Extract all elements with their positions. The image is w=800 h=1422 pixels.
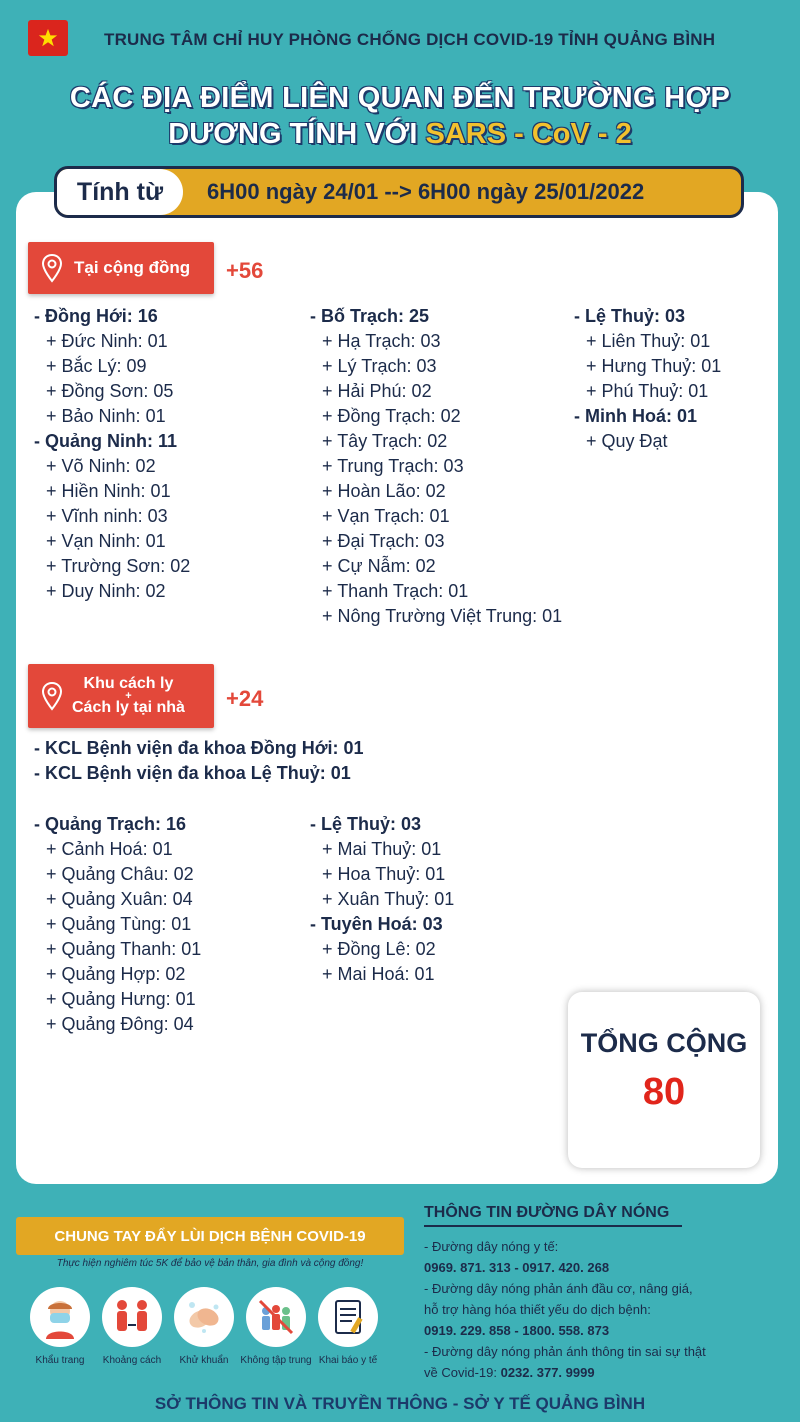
no-crowd-icon: [246, 1287, 306, 1347]
commune-item: + Quy Đạt: [586, 431, 668, 451]
date-range-value: 6H00 ngày 24/01 --> 6H00 ngày 25/01/2022: [207, 179, 645, 204]
hotline-phone-health[interactable]: 0969. 871. 313 - 0917. 420. 268: [424, 1260, 610, 1275]
commune-item: + Lý Trạch: 03: [322, 356, 437, 376]
quarantine-tag: [28, 664, 214, 728]
commune-item: + Quảng Thanh: 01: [46, 939, 202, 959]
icon-caption-declaration: Khai báo y tế: [318, 1355, 378, 1366]
community-count: +56: [226, 258, 264, 283]
commune-item: + Đại Trạch: 03: [322, 531, 445, 551]
date-range-bar: [54, 166, 744, 218]
commune-item: + Hoa Thuỷ: 01: [322, 864, 446, 884]
vietnam-flag-icon: [28, 20, 68, 56]
total-value: 80: [642, 1071, 686, 1113]
kcl-le-thuy: - KCL Bệnh viện đa khoa Lệ Thuỷ: 01: [34, 763, 351, 783]
commune-item: + Duy Ninh: 02: [46, 581, 166, 601]
location-pin-icon: [40, 681, 64, 711]
commune-item: + Xuân Thuỷ: 01: [322, 889, 455, 909]
community-label: Tại cộng đồng: [74, 258, 191, 277]
commune-item: + Vạn Trạch: 01: [322, 506, 450, 526]
quarantine-col-le-thuy: [310, 812, 454, 987]
community-col-le-thuy: [574, 304, 721, 454]
commune-item: + Hưng Thuỷ: 01: [586, 356, 722, 376]
community-col-bo-trach: [310, 304, 562, 629]
commune-item: + Hiền Ninh: 01: [46, 481, 171, 501]
district-heading: - Bố Trạch: 25: [310, 306, 430, 326]
commune-item: + Phú Thuỷ: 01: [586, 381, 709, 401]
commune-item: + Quảng Châu: 02: [46, 864, 194, 884]
commune-item: + Mai Hoá: 01: [322, 964, 435, 984]
commune-item: + Hải Phú: 02: [322, 381, 432, 401]
page-title-line1: CÁC ĐỊA ĐIỂM LIÊN QUAN ĐẾN TRƯỜNG HỢP: [69, 82, 731, 114]
hotline-divider: [424, 1225, 682, 1227]
commune-item: + Tây Trạch: 02: [322, 431, 448, 451]
commune-item: + Hạ Trạch: 03: [322, 331, 441, 351]
commune-item: + Trường Sơn: 02: [46, 556, 191, 576]
commune-item: + Đức Ninh: 01: [46, 331, 168, 351]
health-declaration-icon: [318, 1287, 378, 1347]
page-title-line2: DƯƠNG TÍNH VỚI SARS - CoV - 2: [168, 118, 632, 150]
quarantine-label: Khu cách ly + Cách ly tại nhà: [72, 675, 185, 716]
footer-credit: SỞ THÔNG TIN VÀ TRUYỀN THÔNG - SỞ Y TẾ QUẢNG BÌNH: [154, 1394, 646, 1413]
icon-caption-disinfect: Khử khuẩn: [179, 1355, 229, 1366]
commune-item: + Trung Trạch: 03: [322, 456, 464, 476]
commune-item: + Đồng Lê: 02: [322, 939, 436, 959]
commune-item: + Hoàn Lão: 02: [322, 481, 446, 501]
district-heading: - Lệ Thuỷ: 03: [310, 814, 422, 834]
organization-name: TRUNG TÂM CHỈ HUY PHÒNG CHỐNG DỊCH COVID-19 TỈNH QUẢNG BÌNH: [104, 30, 716, 49]
quarantine-count: +24: [226, 686, 264, 711]
commune-item: + Bắc Lý: 09: [46, 356, 147, 376]
commune-item: + Quảng Hợp: 02: [46, 964, 186, 984]
commune-item: + Cự Nẫm: 02: [322, 556, 436, 576]
commune-item: + Quảng Hưng: 01: [46, 989, 196, 1009]
icon-caption-mask: Khẩu trang: [35, 1355, 85, 1366]
total-label: TỔNG CỘNG: [580, 1028, 748, 1058]
commune-item: + Vĩnh ninh: 03: [46, 506, 168, 526]
district-heading: - Đồng Hới: 16: [34, 306, 158, 326]
commune-item: + Đồng Sơn: 05: [46, 381, 174, 401]
hotline-info: - Đường dây nóng y tế: 0969. 871. 313 - 0917. 420. 268 - Đường dây nóng phản ánh đầu cơ, nâng giá, hỗ trợ hàng hóa thiết yếu do dịch bệnh: 0919. 229. 858 - 1800. 558. 873 - Đường dây nóng phản ánh thông tin sai sự thật về Covid-19: 0232. 377. 9999: [424, 1239, 706, 1380]
commune-item: + Võ Ninh: 02: [46, 456, 156, 476]
face-mask-icon: [30, 1287, 90, 1347]
hotline-title: THÔNG TIN ĐƯỜNG DÂY NÓNG: [424, 1204, 670, 1221]
commune-item: + Đồng Trạch: 02: [322, 406, 461, 426]
campaign-banner: CHUNG TAY ĐẨY LÙI DỊCH BỆNH COVID-19: [16, 1217, 404, 1255]
date-range-label: Tính từ: [57, 169, 183, 215]
commune-item: + Cảnh Hoá: 01: [46, 839, 173, 859]
virus-name: SARS - CoV - 2: [425, 118, 632, 150]
distancing-icon: [102, 1287, 162, 1347]
commune-item: + Nông Trường Việt Trung: 01: [322, 606, 563, 626]
hotline-phone-misinfo[interactable]: 0232. 377. 9999: [500, 1365, 595, 1380]
total-box: [568, 992, 760, 1168]
commune-item: + Bảo Ninh: 01: [46, 406, 166, 426]
district-heading: - Quảng Trạch: 16: [34, 814, 187, 834]
campaign-subtitle: Thực hiện nghiêm túc 5K để bảo vệ bản thân, gia đình và cộng đồng!: [56, 1258, 364, 1269]
commune-item: + Liên Thuỷ: 01: [586, 331, 711, 351]
commune-item: + Thanh Trạch: 01: [322, 581, 469, 601]
commune-item: + Vạn Ninh: 01: [46, 531, 166, 551]
commune-item: + Quảng Đông: 04: [46, 1014, 194, 1034]
kcl-dong-hoi: - KCL Bệnh viện đa khoa Đồng Hới: 01: [34, 738, 364, 758]
commune-item: + Mai Thuỷ: 01: [322, 839, 442, 859]
district-heading: - Quảng Ninh: 11: [34, 431, 178, 451]
icon-caption-no-crowd: Không tập trung: [240, 1355, 312, 1366]
district-heading: - Lệ Thuỷ: 03: [574, 306, 686, 326]
quarantine-col-quang-trach: [34, 812, 201, 1037]
community-col-dong-hoi: [34, 304, 190, 604]
icon-caption-distance: Khoảng cách: [102, 1355, 162, 1366]
commune-item: + Quảng Tùng: 01: [46, 914, 192, 934]
district-heading: - Minh Hoá: 01: [574, 406, 698, 426]
commune-item: + Quảng Xuân: 04: [46, 889, 193, 909]
hotline-phone-price[interactable]: 0919. 229. 858 - 1800. 558. 873: [424, 1323, 610, 1338]
hand-wash-icon: [174, 1287, 234, 1347]
location-pin-icon: [40, 253, 64, 283]
community-tag: [28, 242, 214, 294]
district-heading: - Tuyên Hoá: 03: [310, 914, 443, 934]
